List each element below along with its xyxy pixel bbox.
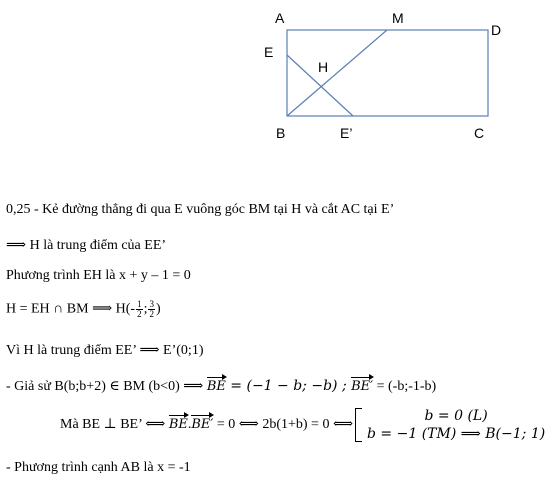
line-6-prefix: - Giả sử B(b;b+2) ∈ BM (b<0) ⟹	[6, 379, 207, 394]
solution-line-4	[6, 300, 161, 319]
rectangle-figure	[0, 0, 545, 160]
solution-line-1: 0,25 - Kẻ đường thẳng đi qua E vuông góc BM tại H và cắt AC tại E’	[6, 202, 395, 217]
case-1: b = 0 (L)	[424, 408, 488, 424]
label-e-prime: E’	[340, 125, 353, 141]
line-7-prefix: Mà BE ⊥ BE’ ⟺	[60, 417, 169, 433]
line-4-suffix: )	[155, 301, 161, 317]
label-c: C	[474, 125, 485, 141]
line-4-prefix: H = EH ∩ BM ⟹ H(-	[6, 301, 136, 317]
solution-line-2-text: H là trung điểm của EE’	[26, 238, 167, 253]
line-4-sep: ;	[143, 301, 148, 317]
case-2: b = −1 (TM) ⟹ B(−1; 1)	[367, 426, 545, 442]
fraction-three-halves: $\frac{3}{2}$	[149, 299, 154, 319]
dot-product: .	[187, 417, 192, 433]
case-system	[355, 407, 545, 443]
vector-be: BE	[206, 379, 226, 394]
vector-be-prime: BE′	[351, 379, 374, 394]
implies-arrow: ⟹	[6, 238, 27, 253]
label-h: H	[318, 59, 329, 75]
label-b: B	[276, 125, 286, 141]
solution-line-2	[6, 237, 166, 254]
line-6-suffix: = (-b;-1-b)	[373, 379, 437, 394]
solution-line-8: - Phương trình cạnh AB là x = -1	[6, 460, 191, 475]
solution-line-3: Phương trình EH là x + y – 1 = 0	[6, 268, 191, 283]
label-a: A	[275, 10, 285, 26]
segment-bm	[287, 30, 387, 116]
label-m: M	[392, 10, 404, 26]
solution-line-6	[6, 378, 436, 395]
line-6-middle: = (−1 − b; −b) ;	[225, 378, 352, 394]
solution-line-7	[60, 407, 545, 443]
fraction-one-half: $\frac{1}{2}$	[137, 299, 142, 319]
solution-line-5: Vì H là trung điểm EE’ ⟹ E’(0;1)	[6, 343, 204, 358]
label-d: D	[491, 22, 502, 38]
label-e: E	[264, 44, 274, 60]
vector-be-prime-2: BE′	[191, 417, 214, 433]
vector-be-2: BE	[168, 417, 188, 433]
line-7-suffix: = 0 ⟺ 2b(1+b) = 0 ⟺	[213, 417, 354, 433]
